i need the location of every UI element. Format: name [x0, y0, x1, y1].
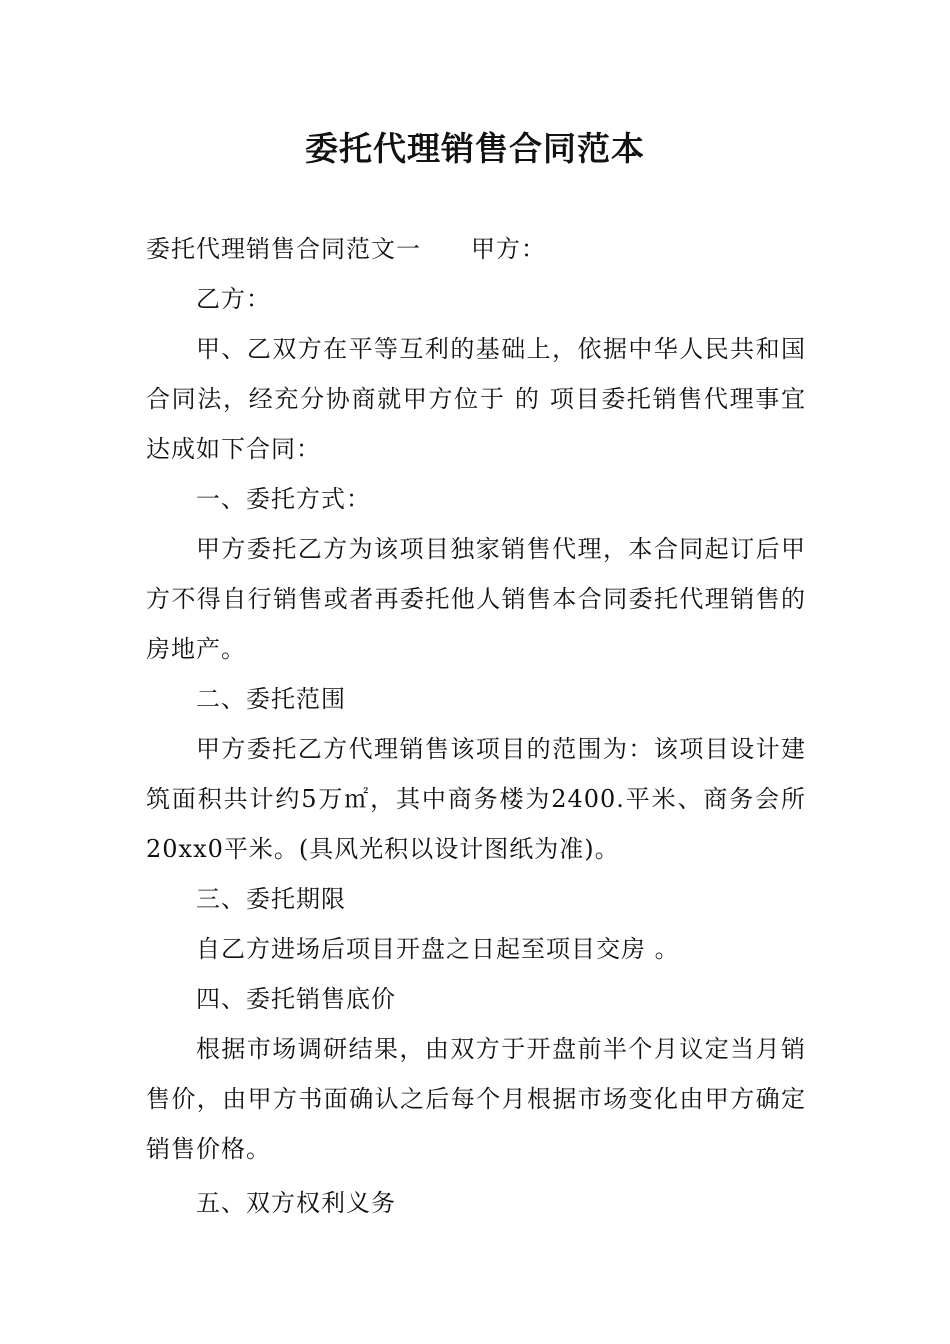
section-heading-3: 三、委托期限	[196, 885, 346, 913]
contract-label: 委托代理销售合同范文一	[146, 235, 421, 263]
section-heading-4: 四、委托销售底价	[196, 985, 396, 1013]
party-a-label: 甲方：	[471, 235, 546, 263]
paragraph-header-line	[146, 224, 806, 274]
document-title: 委托代理销售合同范本	[305, 129, 645, 168]
section-heading-2: 二、委托范围	[196, 685, 346, 713]
party-b-label: 乙方：	[196, 285, 271, 313]
paragraph-section-2: 甲方委托乙方代理销售该项目的范围为：该项目设计建筑面积共计约5万㎡，其中商务楼为2400.平米、商务会所20xx0平米。(具风光积以设计图纸为准)。	[146, 735, 806, 863]
paragraph-intro: 甲、乙双方在平等互利的基础上，依据中华人民共和国合同法，经充分协商就甲方位于 的 项目委托销售代理事宜达成如下合同：	[146, 335, 806, 463]
document-body	[146, 224, 806, 1228]
section-heading-1: 一、委托方式：	[196, 485, 371, 513]
paragraph-section-1: 甲方委托乙方为该项目独家销售代理，本合同起订后甲方不得自行销售或者再委托他人销售本合同委托代理销售的房地产。	[146, 535, 806, 663]
paragraph-section-4: 根据市场调研结果，由双方于开盘前半个月议定当月销售价，由甲方书面确认之后每个月根据市场变化由甲方确定销售价格。	[146, 1035, 806, 1163]
paragraph-section-3: 自乙方进场后项目开盘之日起至项目交房 。	[196, 935, 680, 963]
section-heading-5: 五、双方权利义务	[196, 1189, 396, 1217]
